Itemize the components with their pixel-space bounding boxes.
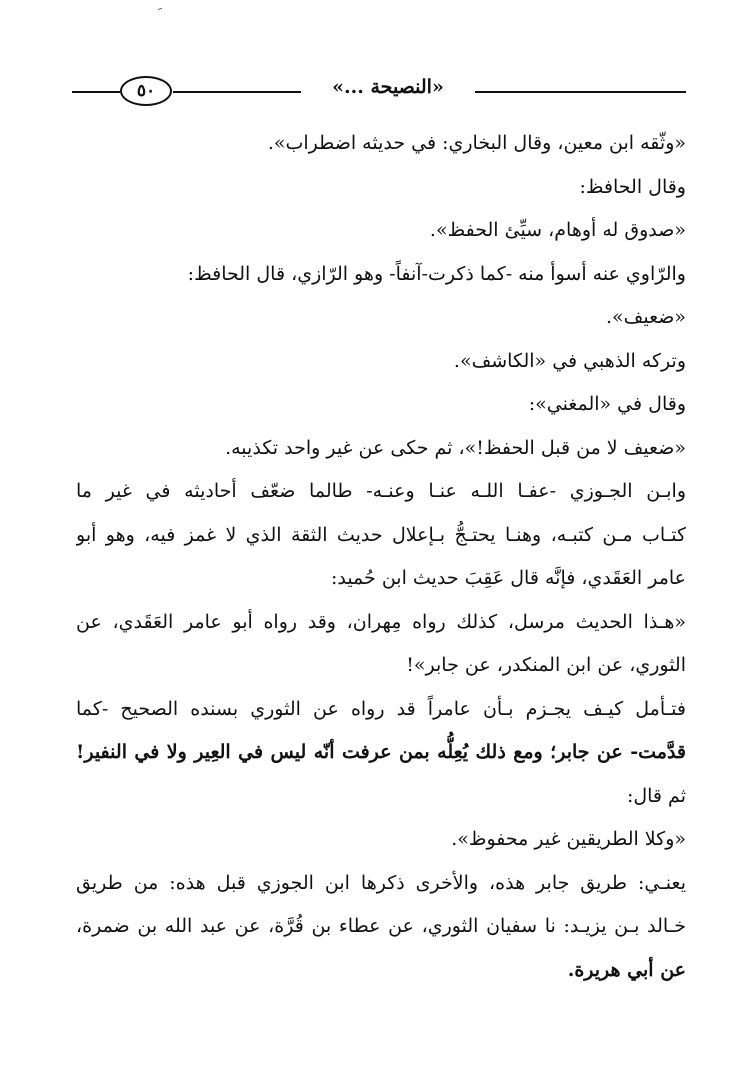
text-line: فتـأمل كيـف يجـزم بـأن عامراً قد رواه عن الثوري بسنده الصحيح -كما xyxy=(76,697,686,720)
text-line: كتـاب مـن كتبـه، وهنـا يحتـجُّ بـإعلال حديث الثقة الذي لا غمز فيه، وهو أبو xyxy=(76,523,686,546)
text-line: «ضعيف لا من قبل الحفظ!»، ثم حكى عن غير واحد تكذيبه. xyxy=(225,436,686,459)
text-line: «صدوق له أوهام، سيِّئ الحفظ». xyxy=(429,219,686,241)
text-line: «هـذا الحديث مرسل، كذلك رواه مِهران، وقد رواه أبو عامر العَقَدي، عن xyxy=(76,610,686,633)
text-line: والرّاوي عنه أسوأ منه -كما ذكرت-آنفاً- وهو الرّازي، قال الحافظ: xyxy=(187,262,686,285)
text-line: «وثّقه ابن معين، وقال البخاري: في حديثه اضطراب». xyxy=(267,132,686,154)
header-rule-middle xyxy=(173,91,301,93)
text-line: «وكلا الطريقين غير محفوظ». xyxy=(451,828,686,850)
body-text xyxy=(76,122,686,992)
stray-mark: ﹶ xyxy=(158,6,163,22)
page-header xyxy=(72,72,686,112)
text-line: ثم قال: xyxy=(626,784,686,807)
text-line: عن أبي هريرة. xyxy=(567,958,686,981)
text-line: عامر العَقَدي، فإنَّه قال عَقِبَ حديث ابن حُميد: xyxy=(330,567,686,589)
text-line: وابـن الجـوزي -عفـا اللـه عنـا وعنـه- طالما ضعّف أحاديثه في غير ما xyxy=(76,480,686,502)
text-line: وقال الحافظ: xyxy=(579,175,686,198)
running-title: «النصيحة ...» xyxy=(332,76,444,98)
text-line: وقال في «المغني»: xyxy=(528,393,686,415)
text-line: قدَّمت- عن جابر؛ ومع ذلك يُعِلُّه بمن عرفت أنّه ليس في العِير ولا في النفير! xyxy=(76,741,686,763)
text-line: خـالد بـن يزيـد: نا سفيان الثوري، عن عطاء بن قُرَّة، عن عبد الله بن ضمرة، xyxy=(76,915,686,937)
text-line: الثوري، عن ابن المنكدر، عن جابر»! xyxy=(406,654,686,676)
page-number: ٥٠ xyxy=(120,76,172,106)
header-rule-right xyxy=(475,91,686,93)
text-line: يعنـي: طريق جابر هذه، والأخرى ذكرها ابن الجوزي قبل هذه: من طريق xyxy=(76,871,686,894)
header-rule-left xyxy=(72,91,120,93)
text-line: وتركه الذهبي في «الكاشف». xyxy=(453,349,686,372)
text-line: «ضعيف». xyxy=(606,306,686,328)
